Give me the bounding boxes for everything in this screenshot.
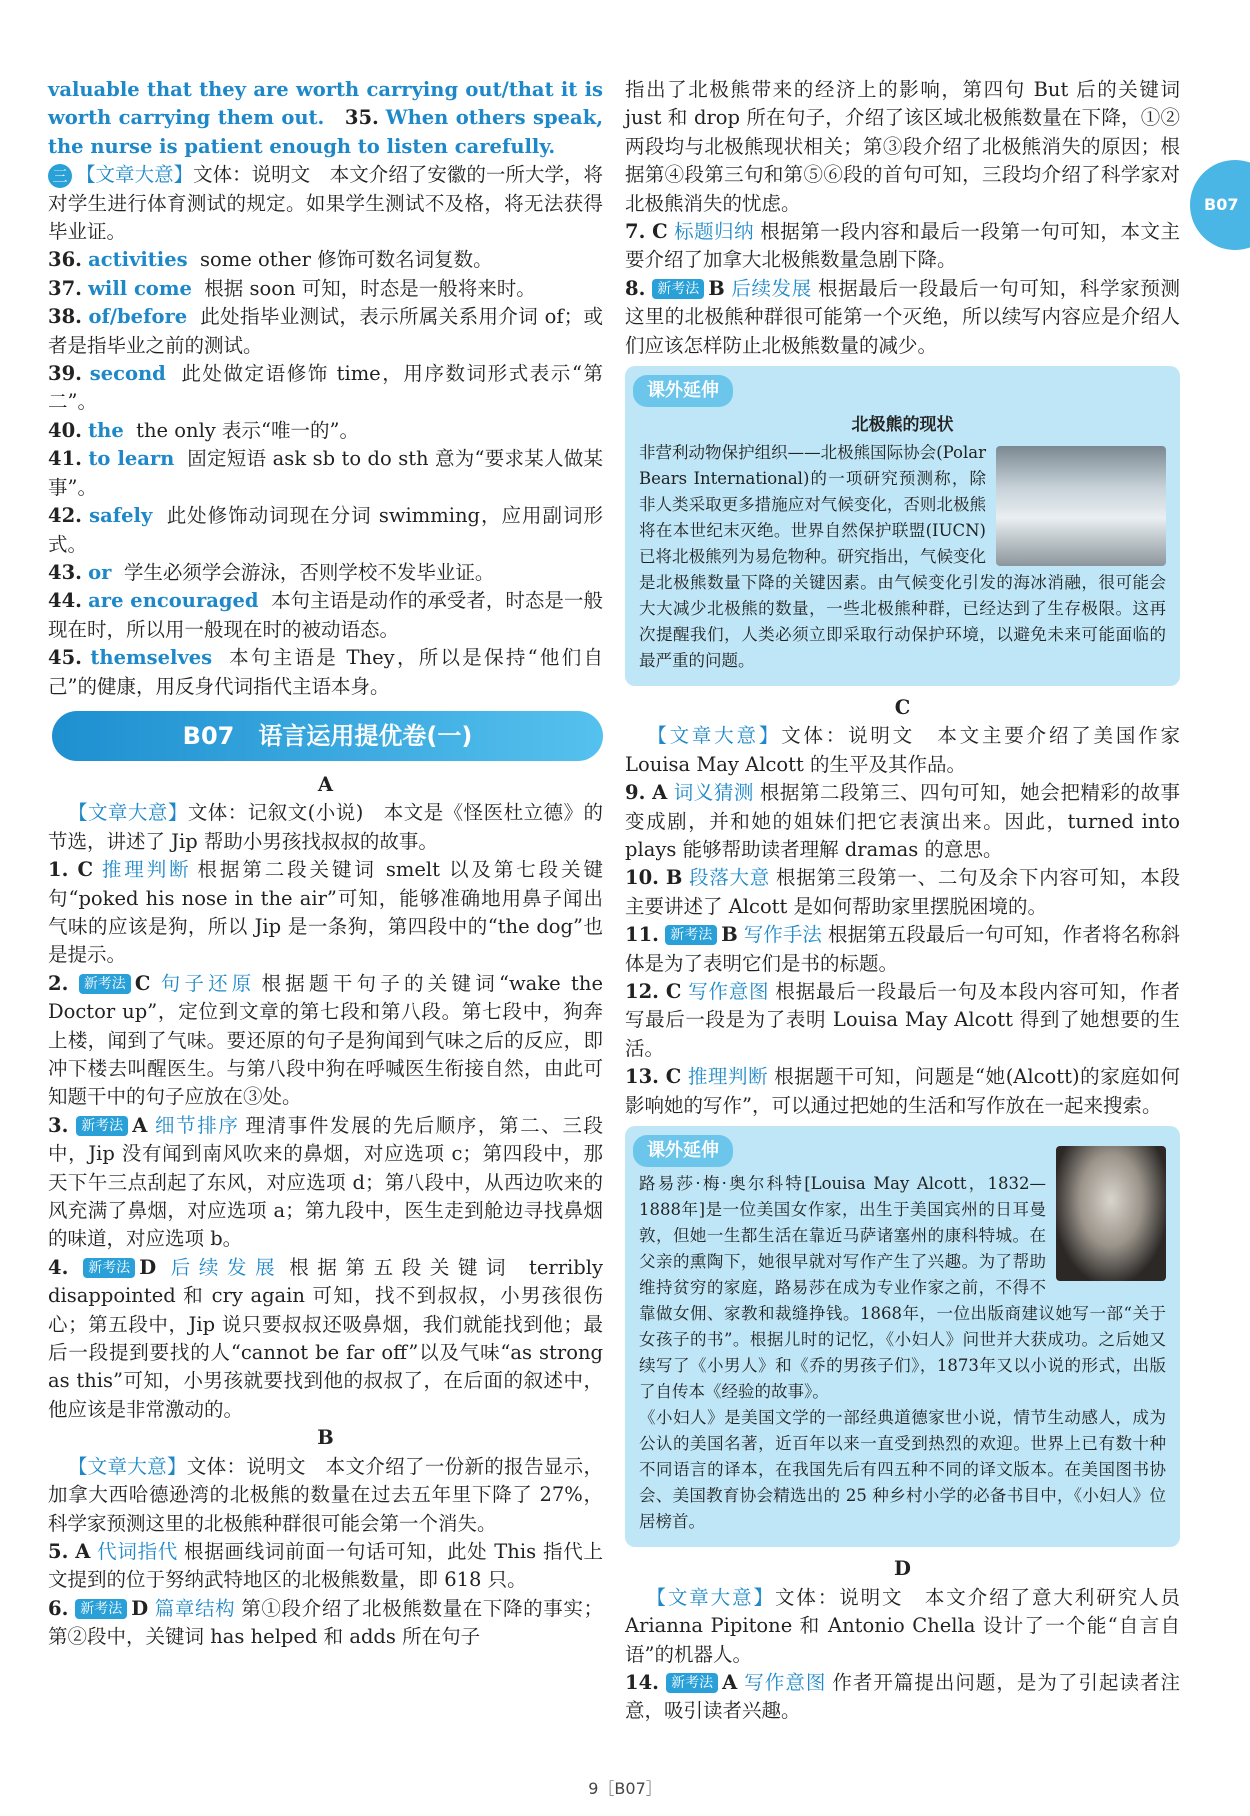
explanation: 根据题干可知，问题是“她(Alcott)的家庭如何影响她的写作”，可以通过把她的生活和写作放在一起来搜索。 xyxy=(625,1065,1180,1117)
answer-letter: B xyxy=(665,866,683,890)
list-item xyxy=(48,1538,603,1595)
answer-letter: C xyxy=(77,858,93,882)
extension-title: 北极熊的现状 xyxy=(851,415,954,436)
answer-letter: B xyxy=(721,923,738,947)
question-category: 标题归纳 xyxy=(673,220,755,244)
section-marker: 三 xyxy=(48,164,72,188)
list-item xyxy=(625,218,1180,275)
question-number: 14. xyxy=(625,1671,659,1694)
question-number: 43. xyxy=(48,560,82,584)
explanation: 根据第五段最后一句可知，作者将名称斜体是为了表明它们是书的标题。 xyxy=(625,923,1180,975)
question-number: 37. xyxy=(48,276,82,300)
question-category: 推理判断 xyxy=(687,1065,769,1089)
explanation: 根据第五段关键词 terribly disappointed 和 cry again 可知，找不到叔叔，小男孩很伤心；第五段中，Jip 说只要叔叔还吸鼻烟，我们就能找到他；最后一段提到要找的人“cannot be far off”以及气味“as strong as this”可知，小男孩就要找到他的叔叔了，在后面的叙述中，他应该是非常激动的。 xyxy=(48,1255,603,1421)
answer-keyword: the xyxy=(88,418,124,442)
section-letter: A xyxy=(317,772,334,796)
explanation: 作者开篇提出问题，是为了引起读者注意，吸引读者兴趣。 xyxy=(625,1671,1180,1723)
answer-text: valuable that they are worth carrying out/that it is worth carrying them out. xyxy=(48,78,603,130)
question-number: 7. xyxy=(625,220,646,244)
question-number: 40. xyxy=(48,418,82,442)
question-number: 41. xyxy=(48,447,82,471)
question-number: 8. xyxy=(625,276,646,300)
new-method-badge: 新考法 xyxy=(652,279,704,299)
answer-keyword: themselves xyxy=(90,646,213,670)
question-category: 代词指代 xyxy=(96,1539,179,1563)
question-number: 45. xyxy=(48,646,82,670)
explanation: 此处做定语修饰 time，用序数词形式表示“第二”。 xyxy=(48,362,603,414)
new-method-badge: 新考法 xyxy=(79,974,131,994)
new-method-badge: 新考法 xyxy=(83,1258,135,1278)
explanation: 第①段介绍了北极熊数量在下降的事实；第②段中，关键词 has helped 和 adds 所在句子 xyxy=(48,1596,603,1649)
answer-letter: A xyxy=(652,781,668,805)
question-number: 11. xyxy=(625,923,659,947)
explanation: 根据第一段内容和最后一段第一句可知，本文主要介绍了加拿大北极熊数量急剧下降。 xyxy=(625,220,1180,272)
question-number: 42. xyxy=(48,504,82,528)
question-category: 后续发展 xyxy=(162,1255,284,1279)
question-category: 推理判断 xyxy=(99,858,192,882)
answer-letter: D xyxy=(131,1596,149,1620)
question-category: 篇章结构 xyxy=(154,1596,236,1620)
explanation: 根据画线词前面一句话可知，此处 This 指代上文提到的位于努纳武特地区的北极熊数量，即 618 只。 xyxy=(48,1539,603,1592)
list-item xyxy=(48,559,603,587)
list-item xyxy=(48,502,603,559)
answer-letter: C xyxy=(652,220,668,244)
question-category: 写作意图 xyxy=(687,979,770,1003)
explanation: 此处修饰动词现在分词 swimming，应用副词形式。 xyxy=(48,504,603,556)
explanation: 根据第二段关键词 smelt 以及第七段关键句“poked his nose in the air”可知，能够准确地用鼻子闻出气味的应该是狗，所以 Jip 是一条狗，第四段中的“the dog”也是提示。 xyxy=(48,858,603,967)
question-category: 段落大意 xyxy=(688,866,771,890)
summary-tag: 【文章大意】 xyxy=(644,1585,775,1609)
question-number: 9. xyxy=(625,781,646,805)
section-banner: B07 语言运用提优卷(一) xyxy=(52,711,603,761)
page-side-tab: B07 xyxy=(1190,160,1250,250)
list-item xyxy=(48,856,603,970)
question-number: 10. xyxy=(625,866,659,890)
extension-heading: 课外延伸 xyxy=(633,1135,733,1167)
list-item xyxy=(48,445,603,502)
answer-keyword: to learn xyxy=(88,447,175,471)
question-number: 44. xyxy=(48,589,82,613)
summary-text: 文体：说明文 本文介绍了一份新的报告显示，加拿大西哈德逊湾的北极熊的数量在过去五年里下降了 27%，科学家预测这里的北极熊种群很可能会第一个消失。 xyxy=(48,1454,603,1535)
alcott-portrait xyxy=(1056,1146,1166,1281)
section-summary xyxy=(48,161,603,246)
list-item xyxy=(48,1595,603,1652)
extension-box-polar-bears xyxy=(625,366,1180,686)
summary-tag: 【文章大意】 xyxy=(67,1454,187,1478)
explanation-continued: 指出了北极熊带来的经济上的影响，第四句 But 后的关键词 just 和 drop 所在句子，介绍了该区域北极熊数量在下降，①②两段均与北极熊现状相关；第③段介绍了北极熊消失的原因；根据第④段第三句和第⑤⑥段的首句可知，三段均介绍了科学家对北极熊消失的忧虑。 xyxy=(625,78,1180,215)
list-item xyxy=(625,1063,1180,1120)
polar-ice-photo xyxy=(996,446,1166,566)
list-item xyxy=(48,360,603,417)
summary-tag: 【文章大意】 xyxy=(67,801,188,825)
explanation: 根据最后一段最后一句及本段内容可知，作者写最后一段是为了表明 Louisa May Alcott 得到了她想要的生活。 xyxy=(625,979,1180,1060)
answer-letter: A xyxy=(722,1671,738,1694)
question-number: 39. xyxy=(48,362,82,386)
explanation: 此处指毕业测试，表示所属关系用介词 of；或者是指毕业之前的测试。 xyxy=(48,305,603,357)
list-item xyxy=(625,921,1180,978)
question-category: 词义猜测 xyxy=(673,781,754,805)
list-item xyxy=(625,779,1180,864)
list-item xyxy=(625,978,1180,1063)
list-item xyxy=(48,644,603,701)
answer-intro xyxy=(48,76,603,161)
summary-tag: 【文章大意】 xyxy=(644,724,782,748)
question-number: 35. xyxy=(344,106,379,130)
question-category: 写作手法 xyxy=(743,923,822,947)
answer-keyword: safely xyxy=(89,504,153,528)
answer-letter: A xyxy=(75,1539,91,1563)
summary-text: 文体：说明文 本文介绍了意大利研究人员 Arianna Pipitone 和 Antonio Chella 设计了一个能“自言自语”的机器人。 xyxy=(625,1585,1180,1666)
list-item xyxy=(48,587,603,644)
answer-keyword: are encouraged xyxy=(88,589,259,613)
question-number: 2. xyxy=(48,971,69,995)
list-item xyxy=(625,1669,1180,1726)
list-item xyxy=(48,1112,603,1254)
answer-keyword: will come xyxy=(88,276,192,300)
answer-keyword: activities xyxy=(88,248,188,272)
answer-letter: A xyxy=(132,1113,148,1137)
list-item xyxy=(48,246,603,274)
explanation: 根据题干句子的关键词“wake the Doctor up”，定位到文章的第七段和第八段。第七段中，狗奔上楼，闻到了气味。要还原的句子是狗闻到气味之后的反应，即冲下楼去叫醒医生。与第八段中狗在呼喊医生衔接自然，由此可知题干中的句子应放在③处。 xyxy=(48,971,603,1109)
explanation: 本句主语是动作的承受者，时态是一般现在时，所以用一般现在时的被动语态。 xyxy=(48,589,603,641)
right-column xyxy=(625,76,1180,1726)
question-category: 句子还原 xyxy=(156,971,256,995)
answer-keyword: or xyxy=(88,560,112,584)
explanation: 根据 soon 可知，时态是一般将来时。 xyxy=(204,276,536,300)
question-number: 5. xyxy=(48,1539,69,1563)
answer-letter: C xyxy=(665,1065,682,1089)
explanation: the only 表示“唯一的”。 xyxy=(136,418,359,442)
answer-letter: B xyxy=(708,276,725,300)
answer-keyword: of/before xyxy=(88,305,188,329)
explanation: 根据第三段第一、二句及余下内容可知，本段主要讲述了 Alcott 是如何帮助家里摆脱困境的。 xyxy=(625,866,1180,918)
answer-letter: D xyxy=(139,1255,157,1279)
question-number: 13. xyxy=(625,1065,659,1089)
question-number: 4. xyxy=(48,1255,69,1279)
extension-box-alcott xyxy=(625,1126,1180,1547)
explanation: 固定短语 ask sb to do sth 意为“要求某人做某事”。 xyxy=(48,447,603,499)
answer-letter: C xyxy=(665,979,682,1003)
section-summary xyxy=(625,1584,1180,1669)
summary-text: 文体：说明文 本文介绍了安徽的一所大学，将对学生进行体育测试的规定。如果学生测试不及格，将无法获得毕业证。 xyxy=(48,163,603,244)
summary-text: 文体：说明文 本文主要介绍了美国作家 Louisa May Alcott 的生平及其作品。 xyxy=(625,724,1180,776)
section-letter: D xyxy=(894,1557,911,1581)
new-method-badge: 新考法 xyxy=(75,1599,127,1619)
list-item xyxy=(48,417,603,445)
question-category: 后续发展 xyxy=(730,276,812,300)
section-letter: C xyxy=(894,695,911,719)
question-number: 6. xyxy=(48,1596,69,1620)
extension-heading: 课外延伸 xyxy=(633,375,733,407)
question-number: 38. xyxy=(48,305,82,329)
left-column xyxy=(48,76,603,1652)
answer-text: When others speak, the nurse is patient enough to listen carefully. xyxy=(48,106,603,158)
explanation: 学生必须学会游泳，否则学校不发毕业证。 xyxy=(123,560,495,584)
question-number: 36. xyxy=(48,248,82,272)
list-item xyxy=(48,303,603,360)
question-number: 1. xyxy=(48,858,69,882)
explanation: 理清事件发展的先后顺序，第二、三段中，Jip 没有闻到南风吹来的鼻烟，对应选项 c；第四段中，那天下午三点刮起了东风，对应选项 d；第八段中，从西边吹来的风充满了鼻烟，对应选项 a；第九段中，医生走到舱边寻找鼻烟的味道，对应选项 b。 xyxy=(48,1113,603,1251)
question-category: 细节排序 xyxy=(153,1113,240,1137)
explanation: some other 修饰可数名词复数。 xyxy=(200,248,493,272)
question-category: 写作意图 xyxy=(743,1671,827,1694)
list-item xyxy=(625,275,1180,360)
section-letter: B xyxy=(317,1426,334,1450)
new-method-badge: 新考法 xyxy=(666,1673,718,1693)
new-method-badge: 新考法 xyxy=(665,925,717,945)
page-number: 9［B07］ xyxy=(588,1779,662,1798)
question-number: 3. xyxy=(48,1113,69,1137)
summary-text: 文体：记叙文(小说) 本文是《怪医杜立德》的节选，讲述了 Jip 帮助小男孩找叔叔的故事。 xyxy=(48,801,603,853)
answer-keyword: second xyxy=(89,362,166,386)
list-item xyxy=(48,1254,603,1424)
explanation: 根据第二段第三、四句可知，她会把精彩的故事变成剧，并和她的姐妹们把它表演出来。因此，turned into plays 能够帮助读者理解 dramas 的意思。 xyxy=(625,781,1180,861)
list-item xyxy=(625,864,1180,921)
question-number: 12. xyxy=(625,979,659,1003)
explanation: 本句主语是 They，所以是保持“他们自己”的健康，用反身代词指代主语本身。 xyxy=(48,646,603,698)
section-summary xyxy=(625,722,1180,779)
section-summary xyxy=(48,799,603,856)
new-method-badge: 新考法 xyxy=(76,1116,128,1136)
list-item xyxy=(48,275,603,303)
explanation: 根据最后一段最后一句可知，科学家预测这里的北极熊种群很可能第一个灭绝，所以续写内容应是介绍人们应该怎样防止北极熊数量的减少。 xyxy=(625,276,1180,357)
summary-tag: 【文章大意】 xyxy=(76,163,194,187)
extension-body: 非营利动物保护组织——北极熊国际协会(Polar Bears International)的一项研究预测称，除非人类采取更多措施应对气候变化，否则北极熊将在本世纪末灭绝。世界自然保护联盟(IUCN)已将北极熊列为易危物种。研究指出，气候变化是北极熊数量下降的关键因素。由气候变化引发的海冰消融，很可能会大大减少北极熊的数量，一些北极熊种群，已经达到了生存极限。这再次提醒我们，人类必须立即采取行动保护环境，以避免未来可能面临的最严重的问题。 xyxy=(639,442,1166,670)
section-summary xyxy=(48,1453,603,1538)
list-item xyxy=(48,970,603,1112)
answer-letter: C xyxy=(134,971,151,995)
extension-body: 路易莎·梅·奥尔科特[Louisa May Alcott，1832—1888年]是一位美国女作家，出生于美国宾州的日耳曼敦，但她一生都生活在靠近马萨诸塞州的康科特城。在父亲的熏陶下，她很早就对写作产生了兴趣。为了帮助维持贫穷的家庭，路易莎在成为专业作家之前，不得不靠做女佣、家教和裁缝挣钱。1868年，一位出版商建议她写一部“关于女孩子的书”。根据儿时的记忆，《小妇人》问世并大获成功。之后她又续写了《小男人》和《乔的男孩子们》，1873年又以小说的形式，出版了自传本《经验的故事》。 xyxy=(639,1174,1166,1402)
extension-body: 《小妇人》是美国文学的一部经典道德家世小说，情节生动感人，成为公认的美国名著，近百年以来一直受到热烈的欢迎。世界上已有数十种不同语言的译本，在我国先后有四五种不同的译文版本。在美国图书协会、美国教育协会精选出的 25 种乡村小学的必备书目中，《小妇人》位居榜首。 xyxy=(639,1408,1166,1532)
